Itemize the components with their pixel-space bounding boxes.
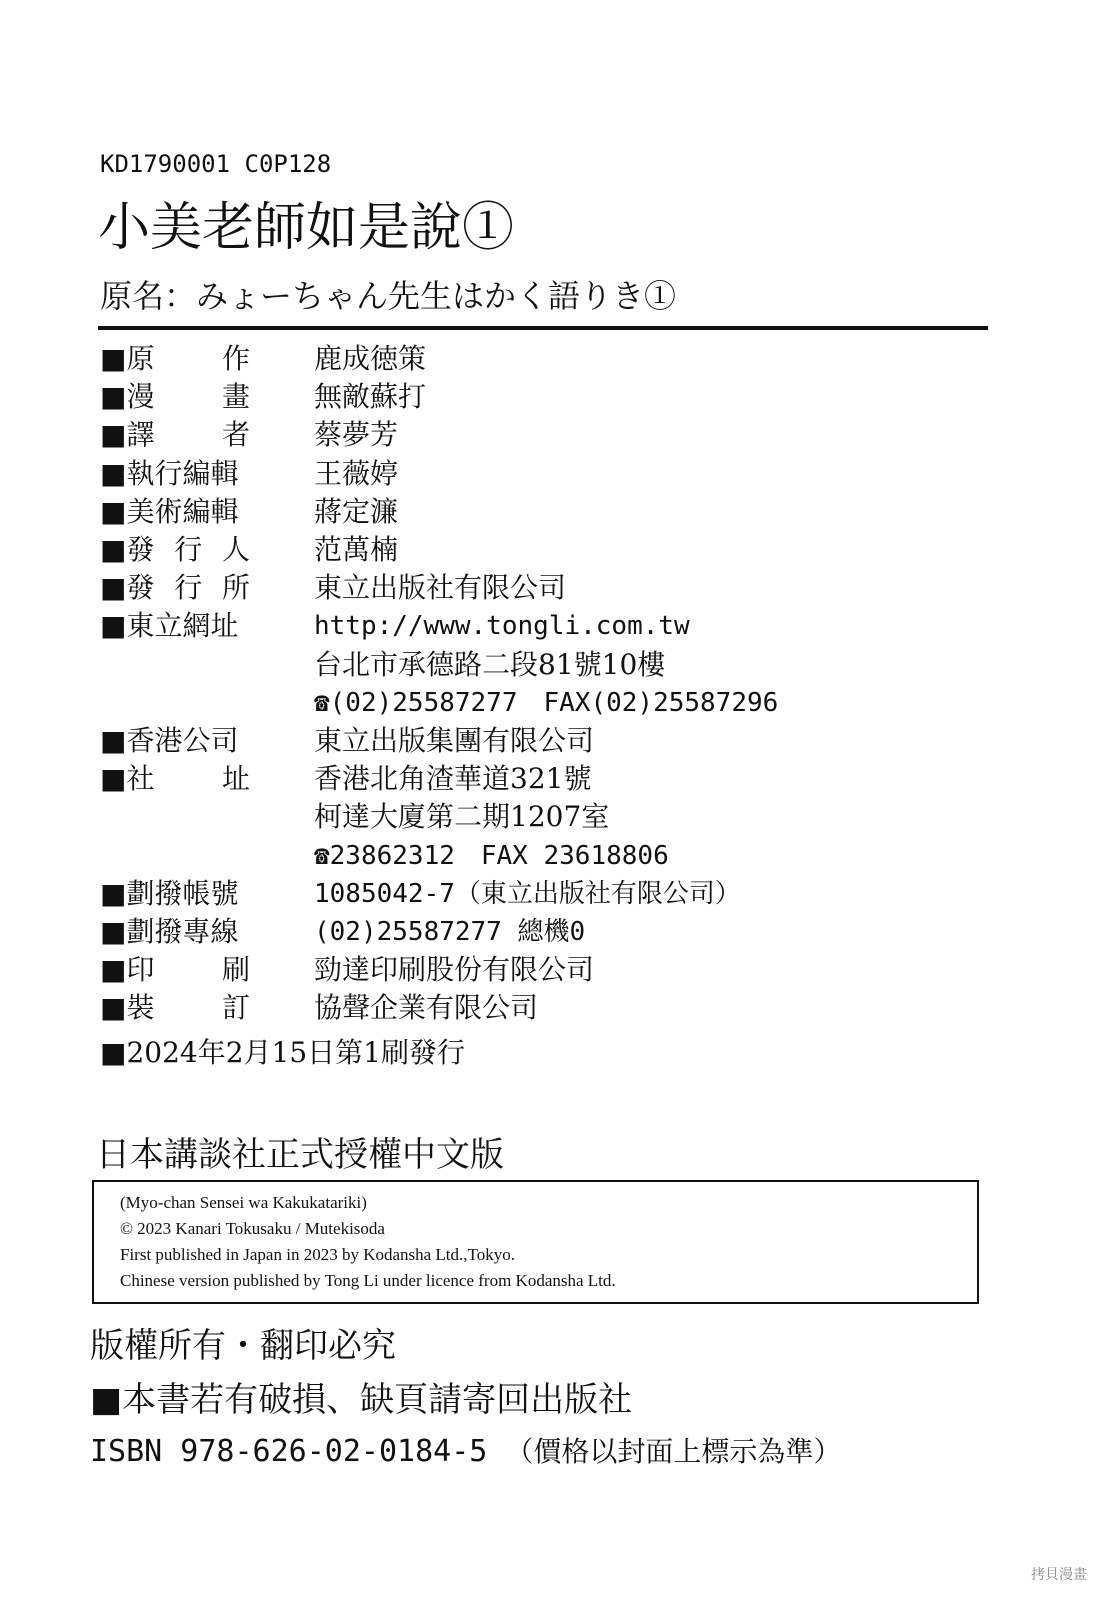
credit-label	[100, 913, 250, 951]
credit-label-part: ■漫	[100, 380, 155, 414]
credit-label-part: ■美術編輯	[100, 494, 239, 528]
rights-notice: 版權所有・翻印必究	[90, 1326, 396, 1366]
credit-label-part: ■發	[100, 533, 155, 566]
credit-label	[100, 760, 250, 798]
credit-value: (02)25587277 總機0	[314, 917, 586, 947]
credit-label-part: ■社	[100, 762, 155, 796]
credit-label	[100, 416, 250, 454]
credit-label-part: 行	[174, 571, 203, 605]
credit-label-part: 者	[221, 418, 250, 452]
watermark: 拷貝漫畫	[1031, 1567, 1087, 1583]
product-code: KD1790001 C0P128	[100, 150, 332, 178]
credit-label-part: ■發	[100, 571, 155, 605]
isbn-line	[90, 1432, 841, 1472]
credit-label	[100, 951, 250, 989]
credit-value: 王薇婷	[314, 456, 399, 490]
credit-label	[100, 340, 250, 378]
credit-value: 東立出版集團有限公司	[314, 724, 595, 757]
credit-label	[100, 569, 250, 607]
credit-label-part: 所	[221, 571, 250, 605]
damage-notice: ■本書若有破損、缺頁請寄回出版社	[90, 1380, 633, 1420]
credit-value: 香港北角渣華道321號	[314, 762, 592, 796]
credit-label	[100, 493, 250, 531]
isbn-number: ISBN 978-626-02-0184-5	[90, 1434, 488, 1469]
copyright-line: First published in Japan in 2023 by Kodansha Ltd.,Tokyo.	[120, 1245, 515, 1264]
credit-value: 協聲企業有限公司	[314, 991, 539, 1025]
credit-value: http://www.tongli.com.tw	[314, 611, 690, 642]
credit-label-part: ■劃撥專線	[100, 915, 239, 948]
credit-label-part: 訂	[221, 991, 250, 1025]
original-title: 原名：みょーちゃん先生はかく語りき①	[100, 277, 677, 315]
credit-value: 東立出版社有限公司	[314, 571, 567, 605]
credit-label-part: ■裝	[100, 991, 155, 1025]
credit-label	[100, 455, 250, 493]
credit-label	[100, 378, 250, 416]
credit-value: ☎23862312 FAX 23618806	[314, 840, 669, 871]
credit-value: 勁達印刷股份有限公司	[314, 953, 595, 987]
credit-label-part: 行	[174, 533, 203, 566]
title-divider	[98, 326, 988, 330]
copyright-line: © 2023 Kanari Tokusaku / Mutekisoda	[120, 1219, 385, 1238]
credit-label-part: ■東立網址	[100, 609, 239, 643]
credit-value: 蔣定濂	[314, 494, 399, 528]
credit-label-part: 畫	[221, 380, 250, 414]
credit-label-part: ■譯	[100, 418, 155, 452]
credit-label-part: ■執行編輯	[100, 456, 239, 490]
credit-label-part: ■香港公司	[100, 724, 239, 757]
credit-label-part: 人	[221, 533, 250, 566]
credit-label-part: 刷	[221, 953, 250, 987]
credit-value: 台北市承德路二段81號10樓	[314, 647, 666, 681]
price-note: （價格以封面上標示為準）	[505, 1435, 842, 1468]
credit-value: 范萬楠	[314, 533, 399, 566]
credit-value: 蔡夢芳	[314, 418, 399, 452]
release-date: ■2024年2月15日第1刷發行	[100, 1036, 465, 1069]
book-title: 小美老師如是說①	[98, 198, 515, 258]
credit-label	[100, 607, 250, 645]
credit-value: 無敵蘇打	[314, 380, 427, 414]
copyright-box	[92, 1180, 979, 1304]
credit-label	[100, 989, 250, 1027]
credit-label-part: ■印	[100, 953, 155, 987]
credit-label-part: ■原	[100, 342, 155, 375]
credit-label-part: ■劃撥帳號	[100, 876, 239, 910]
credit-value: 鹿成徳策	[314, 342, 427, 375]
copyright-line: Chinese version published by Tong Li under licence from Kodansha Ltd.	[120, 1271, 616, 1290]
copyright-line: (Myo-chan Sensei wa Kakukatariki)	[120, 1193, 367, 1212]
credit-label	[100, 531, 250, 569]
credit-value: 柯達大廈第二期1207室	[314, 800, 610, 834]
credit-label	[100, 875, 250, 913]
credit-label-part: 作	[221, 342, 250, 375]
credit-label	[100, 722, 250, 760]
credit-label-part: 址	[221, 762, 250, 796]
credit-value: 1085042-7（東立出版社有限公司）	[314, 878, 741, 909]
credit-value: ☎(02)25587277 FAX(02)25587296	[314, 687, 779, 718]
authorization-heading: 日本講談社正式授權中文版	[96, 1135, 504, 1175]
